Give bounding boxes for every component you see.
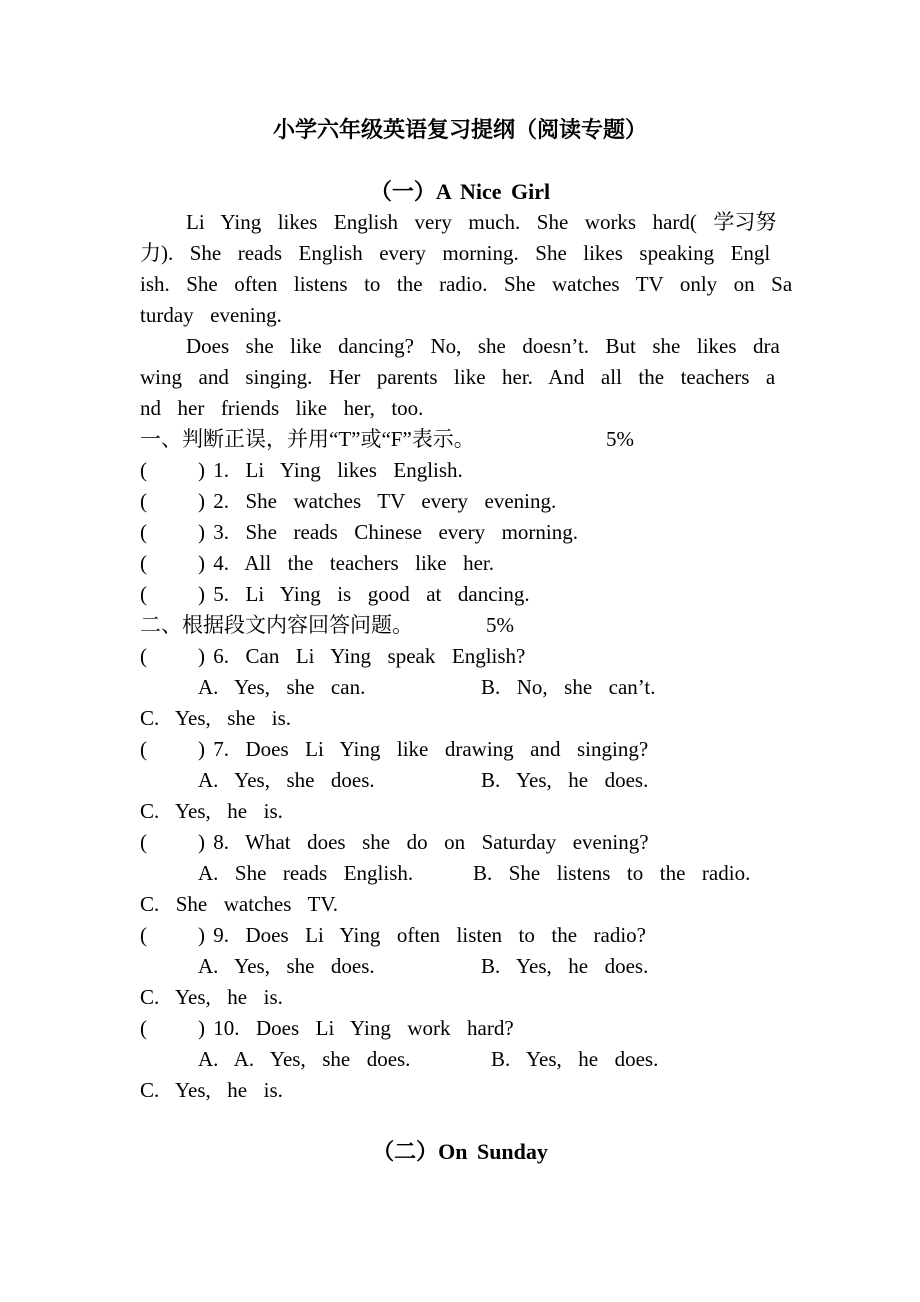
question-9 <box>140 920 646 951</box>
question-7-option-a: A. Yes, she does. <box>198 768 375 792</box>
answer-blank-close: ) <box>198 644 205 668</box>
answer-blank-close: ) <box>198 737 205 761</box>
question-9-option-b: B. Yes, he does. <box>481 954 649 978</box>
true-false-item-1 <box>140 455 463 486</box>
true-false-item-4 <box>140 548 494 579</box>
part-1-points: 5% <box>606 427 634 451</box>
paragraph-1-line-3: ish. She often listens to the radio. She watches TV only on Sa <box>140 272 793 296</box>
answer-blank-close: ) <box>198 551 205 575</box>
answer-blank-open[interactable]: ( <box>140 520 147 544</box>
true-false-item-2 <box>140 486 556 517</box>
section-1-heading-title: A Nice Girl <box>435 179 551 204</box>
answer-blank-open[interactable]: ( <box>140 737 147 761</box>
section-1-heading-prefix: （一） <box>369 179 436 204</box>
paragraph-1-line-4: turday evening. <box>140 303 282 327</box>
answer-blank-open[interactable]: ( <box>140 923 147 947</box>
section-1-heading <box>0 176 920 207</box>
section-2-heading-prefix: （二） <box>372 1139 439 1164</box>
answer-blank-close: ) <box>198 489 205 513</box>
question-10 <box>140 1013 514 1044</box>
question-6 <box>140 641 525 672</box>
question-8-option-c: C. She watches TV. <box>140 892 339 916</box>
answer-blank-open[interactable]: ( <box>140 644 147 668</box>
question-6-option-c: C. Yes, she is. <box>140 706 292 730</box>
question-text: 8. What does she do on Saturday evening? <box>213 830 649 854</box>
answer-blank-open[interactable]: ( <box>140 489 147 513</box>
item-text: 4. All the teachers like her. <box>213 551 495 575</box>
answer-blank-close: ) <box>198 582 205 606</box>
answer-blank-open[interactable]: ( <box>140 458 147 482</box>
answer-blank-close: ) <box>198 1016 205 1040</box>
paragraph-2-line-1: Does she like dancing? No, she doesn’t. But she likes dra <box>186 334 780 358</box>
document-title: 小学六年级英语复习提纲（阅读专题） <box>272 117 647 142</box>
question-6-option-a: A. Yes, she can. <box>198 675 366 699</box>
question-text: 7. Does Li Ying like drawing and singing? <box>213 737 649 761</box>
question-7-option-b: B. Yes, he does. <box>481 768 649 792</box>
section-2-heading-title: On Sunday <box>438 1139 548 1164</box>
answer-blank-open[interactable]: ( <box>140 1016 147 1040</box>
paragraph-1-line-2: 力). She reads English every morning. She likes speaking Engl <box>140 241 771 265</box>
item-text: 2. She watches TV every evening. <box>213 489 557 513</box>
question-8 <box>140 827 649 858</box>
answer-blank-close: ) <box>198 830 205 854</box>
part-2-instruction: 二、根据段文内容回答问题。 <box>140 613 413 637</box>
question-6-option-b: B. No, she can’t. <box>481 675 656 699</box>
question-7-option-c: C. Yes, he is. <box>140 799 283 823</box>
question-10-option-a: A. A. Yes, she does. <box>198 1047 411 1071</box>
paragraph-1-line-1: Li Ying likes English very much. She works hard( 学习努 <box>186 210 777 234</box>
question-9-option-c: C. Yes, he is. <box>140 985 283 1009</box>
answer-blank-open[interactable]: ( <box>140 830 147 854</box>
paragraph-2-line-3: nd her friends like her, too. <box>140 396 424 420</box>
true-false-item-3 <box>140 517 578 548</box>
question-9-option-a: A. Yes, she does. <box>198 954 375 978</box>
question-10-option-b: B. Yes, he does. <box>491 1047 659 1071</box>
item-text: 1. Li Ying likes English. <box>213 458 463 482</box>
question-8-option-a: A. She reads English. <box>198 861 414 885</box>
question-text: 10. Does Li Ying work hard? <box>213 1016 514 1040</box>
question-7 <box>140 734 648 765</box>
answer-blank-open[interactable]: ( <box>140 582 147 606</box>
answer-blank-close: ) <box>198 520 205 544</box>
answer-blank-close: ) <box>198 923 205 947</box>
item-text: 5. Li Ying is good at dancing. <box>213 582 530 606</box>
answer-blank-close: ) <box>198 458 205 482</box>
part-2-points: 5% <box>486 613 514 637</box>
question-10-option-c: C. Yes, he is. <box>140 1078 283 1102</box>
question-text: 6. Can Li Ying speak English? <box>213 644 526 668</box>
paragraph-2-line-2: wing and singing. Her parents like her. And all the teachers a <box>140 365 776 389</box>
question-text: 9. Does Li Ying often listen to the radio? <box>213 923 646 947</box>
section-2-heading <box>0 1136 920 1167</box>
question-8-option-b: B. She listens to the radio. <box>473 861 751 885</box>
item-text: 3. She reads Chinese every morning. <box>213 520 579 544</box>
part-1-instruction: 一、判断正误，并用“T”或“F”表示。 <box>140 427 475 451</box>
true-false-item-5 <box>140 579 530 610</box>
answer-blank-open[interactable]: ( <box>140 551 147 575</box>
